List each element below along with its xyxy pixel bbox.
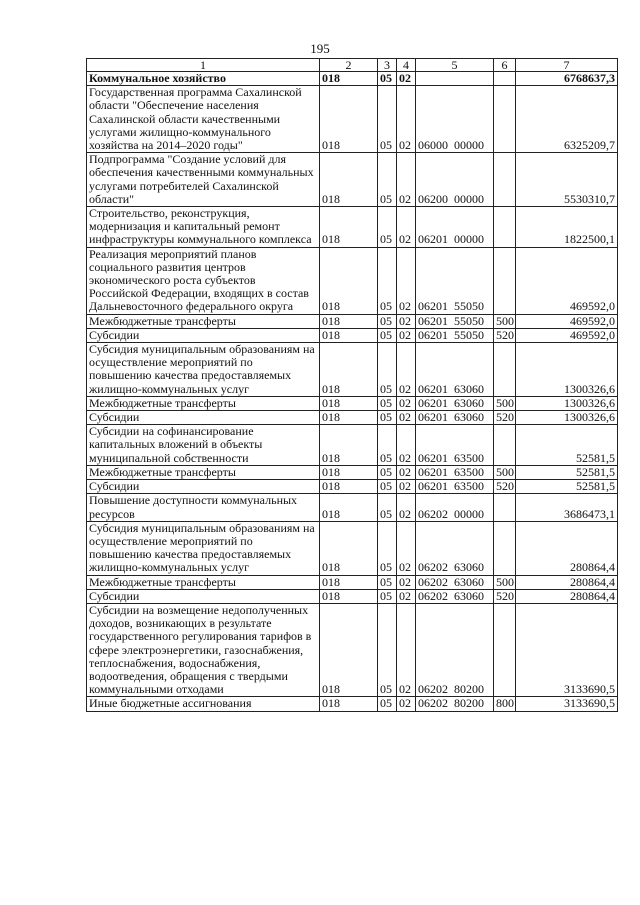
row-expense-type [494, 153, 516, 207]
row-expense-type: 520 [494, 411, 516, 425]
table-row [87, 425, 618, 466]
row-amount: 52581,5 [516, 480, 618, 494]
row-section: 05 [378, 343, 397, 397]
table-row [87, 521, 618, 575]
row-subsection: 02 [397, 697, 416, 711]
page-number: 195 [310, 41, 330, 56]
row-ministry-code: 018 [320, 396, 378, 410]
row-target-article: 06201 63500 [416, 480, 494, 494]
row-expense-type [494, 207, 516, 248]
row-section: 05 [378, 589, 397, 603]
row-section: 05 [378, 247, 397, 314]
row-ministry-code: 018 [320, 589, 378, 603]
row-amount: 469592,0 [516, 328, 618, 342]
row-name: Межбюджетные трансферты [87, 396, 320, 410]
table-row [87, 603, 618, 696]
table-row [87, 328, 618, 342]
row-section: 05 [378, 521, 397, 575]
row-expense-type: 500 [494, 396, 516, 410]
row-ministry-code: 018 [320, 153, 378, 207]
table-row [87, 697, 618, 711]
table-row [87, 494, 618, 521]
row-amount: 52581,5 [516, 465, 618, 479]
row-subsection: 02 [397, 603, 416, 696]
row-amount: 6768637,3 [516, 72, 618, 86]
row-subsection: 02 [397, 411, 416, 425]
table-row [87, 86, 618, 153]
row-section: 05 [378, 465, 397, 479]
row-target-article: 06201 55050 [416, 314, 494, 328]
table-row [87, 343, 618, 397]
row-expense-type: 520 [494, 480, 516, 494]
row-target-article: 06201 63060 [416, 343, 494, 397]
table-row [87, 575, 618, 589]
row-name: Субсидии [87, 480, 320, 494]
row-ministry-code: 018 [320, 328, 378, 342]
row-amount: 6325209,7 [516, 86, 618, 153]
row-ministry-code: 018 [320, 603, 378, 696]
header-cell-4: 4 [397, 59, 416, 72]
row-target-article [416, 72, 494, 86]
row-amount: 3133690,5 [516, 603, 618, 696]
row-ministry-code: 018 [320, 697, 378, 711]
row-ministry-code: 018 [320, 425, 378, 466]
row-name: Субсидии [87, 328, 320, 342]
row-expense-type [494, 247, 516, 314]
row-subsection: 02 [397, 494, 416, 521]
table-row [87, 314, 618, 328]
row-expense-type [494, 521, 516, 575]
row-expense-type: 520 [494, 328, 516, 342]
row-expense-type [494, 72, 516, 86]
row-subsection: 02 [397, 480, 416, 494]
row-expense-type: 500 [494, 465, 516, 479]
row-ministry-code: 018 [320, 465, 378, 479]
row-section: 05 [378, 411, 397, 425]
row-name: Субсидии [87, 589, 320, 603]
row-subsection: 02 [397, 328, 416, 342]
row-amount: 1300326,6 [516, 343, 618, 397]
table-row [87, 153, 618, 207]
row-target-article: 06000 00000 [416, 86, 494, 153]
row-subsection: 02 [397, 396, 416, 410]
row-expense-type [494, 343, 516, 397]
row-name: Иные бюджетные ассигнования [87, 697, 320, 711]
row-target-article: 06201 63060 [416, 411, 494, 425]
row-ministry-code: 018 [320, 207, 378, 248]
row-amount: 5530310,7 [516, 153, 618, 207]
row-name: Подпрограмма "Создание условий для обеспечения качественными коммунальных услугами потребителей Сахалинской области" [87, 153, 320, 207]
row-section: 05 [378, 153, 397, 207]
row-section: 05 [378, 396, 397, 410]
row-section: 05 [378, 480, 397, 494]
row-subsection: 02 [397, 247, 416, 314]
row-expense-type [494, 494, 516, 521]
header-cell-6: 6 [494, 59, 516, 72]
row-ministry-code: 018 [320, 314, 378, 328]
row-subsection: 02 [397, 153, 416, 207]
table-row [87, 72, 618, 86]
row-name: Субсидия муниципальным образованиям на осуществление мероприятий по повышению качества предоставляемых жилищно-коммунальных услуг [87, 521, 320, 575]
row-subsection: 02 [397, 425, 416, 466]
row-amount: 469592,0 [516, 314, 618, 328]
header-cell-7: 7 [516, 59, 618, 72]
row-subsection: 02 [397, 207, 416, 248]
row-section: 05 [378, 314, 397, 328]
row-expense-type: 500 [494, 575, 516, 589]
table-row [87, 480, 618, 494]
row-amount: 1300326,6 [516, 396, 618, 410]
row-subsection: 02 [397, 575, 416, 589]
row-target-article: 06201 63500 [416, 465, 494, 479]
row-ministry-code: 018 [320, 480, 378, 494]
row-ministry-code: 018 [320, 247, 378, 314]
row-expense-type [494, 603, 516, 696]
row-amount: 280864,4 [516, 521, 618, 575]
table-row [87, 465, 618, 479]
row-name: Межбюджетные трансферты [87, 575, 320, 589]
row-section: 05 [378, 86, 397, 153]
row-subsection: 02 [397, 314, 416, 328]
row-subsection: 02 [397, 86, 416, 153]
header-cell-3: 3 [378, 59, 397, 72]
row-target-article: 06202 00000 [416, 494, 494, 521]
row-subsection: 02 [397, 343, 416, 397]
row-expense-type [494, 425, 516, 466]
row-ministry-code: 018 [320, 72, 378, 86]
header-cell-5: 5 [416, 59, 494, 72]
header-cell-2: 2 [320, 59, 378, 72]
row-subsection: 02 [397, 589, 416, 603]
row-target-article: 06202 80200 [416, 603, 494, 696]
row-target-article: 06202 80200 [416, 697, 494, 711]
row-name: Межбюджетные трансферты [87, 314, 320, 328]
row-target-article: 06201 00000 [416, 207, 494, 248]
row-name: Субсидии на возмещение недополученных доходов, возникающих в результате государственного регулирования тарифов в сфере электроэнергетики, газоснабжения, теплоснабжения, водоснабжения, водоотведения, обращения с твердыми коммунальными отходами [87, 603, 320, 696]
row-amount: 3686473,1 [516, 494, 618, 521]
table-row [87, 589, 618, 603]
row-amount: 280864,4 [516, 589, 618, 603]
row-amount: 1822500,1 [516, 207, 618, 248]
row-section: 05 [378, 603, 397, 696]
row-amount: 52581,5 [516, 425, 618, 466]
row-expense-type: 520 [494, 589, 516, 603]
row-name: Повышение доступности коммунальных ресурсов [87, 494, 320, 521]
row-name: Субсидии [87, 411, 320, 425]
row-amount: 280864,4 [516, 575, 618, 589]
row-section: 05 [378, 72, 397, 86]
row-expense-type: 800 [494, 697, 516, 711]
row-amount: 469592,0 [516, 247, 618, 314]
row-name: Коммунальное хозяйство [87, 72, 320, 86]
row-name: Государственная программа Сахалинской области "Обеспечение населения Сахалинской области качественными услугами жилищно-коммунального хозяйства на 2014–2020 годы" [87, 86, 320, 153]
row-target-article: 06201 55050 [416, 247, 494, 314]
row-name: Межбюджетные трансферты [87, 465, 320, 479]
row-target-article: 06202 63060 [416, 575, 494, 589]
row-ministry-code: 018 [320, 86, 378, 153]
row-name: Субсидии на софинансирование капитальных вложений в объекты муниципальной собственности [87, 425, 320, 466]
row-section: 05 [378, 207, 397, 248]
table-row [87, 207, 618, 248]
row-name: Субсидия муниципальным образованиям на осуществление мероприятий по повышению качества предоставляемых жилищно-коммунальных услуг [87, 343, 320, 397]
row-section: 05 [378, 425, 397, 466]
row-ministry-code: 018 [320, 343, 378, 397]
row-target-article: 06202 63060 [416, 521, 494, 575]
table-row [87, 396, 618, 410]
row-section: 05 [378, 697, 397, 711]
row-ministry-code: 018 [320, 494, 378, 521]
header-cell-1: 1 [87, 59, 320, 72]
row-ministry-code: 018 [320, 411, 378, 425]
row-ministry-code: 018 [320, 521, 378, 575]
table-row [87, 411, 618, 425]
row-name: Строительство, реконструкция, модернизация и капитальный ремонт инфраструктуры коммунального комплекса [87, 207, 320, 248]
row-amount: 3133690,5 [516, 697, 618, 711]
row-subsection: 02 [397, 521, 416, 575]
row-section: 05 [378, 575, 397, 589]
row-target-article: 06201 63500 [416, 425, 494, 466]
row-target-article: 06201 63060 [416, 396, 494, 410]
row-target-article: 06202 63060 [416, 589, 494, 603]
budget-table [86, 58, 618, 712]
row-section: 05 [378, 494, 397, 521]
row-amount: 1300326,6 [516, 411, 618, 425]
row-target-article: 06200 00000 [416, 153, 494, 207]
row-expense-type: 500 [494, 314, 516, 328]
table-row [87, 247, 618, 314]
row-expense-type [494, 86, 516, 153]
row-subsection: 02 [397, 465, 416, 479]
row-name: Реализация мероприятий планов социального развития центров экономического роста субъектов Российской Федерации, входящих в состав Дальневосточного федерального округа [87, 247, 320, 314]
header-row [87, 59, 618, 72]
row-section: 05 [378, 328, 397, 342]
row-subsection: 02 [397, 72, 416, 86]
row-ministry-code: 018 [320, 575, 378, 589]
row-target-article: 06201 55050 [416, 328, 494, 342]
